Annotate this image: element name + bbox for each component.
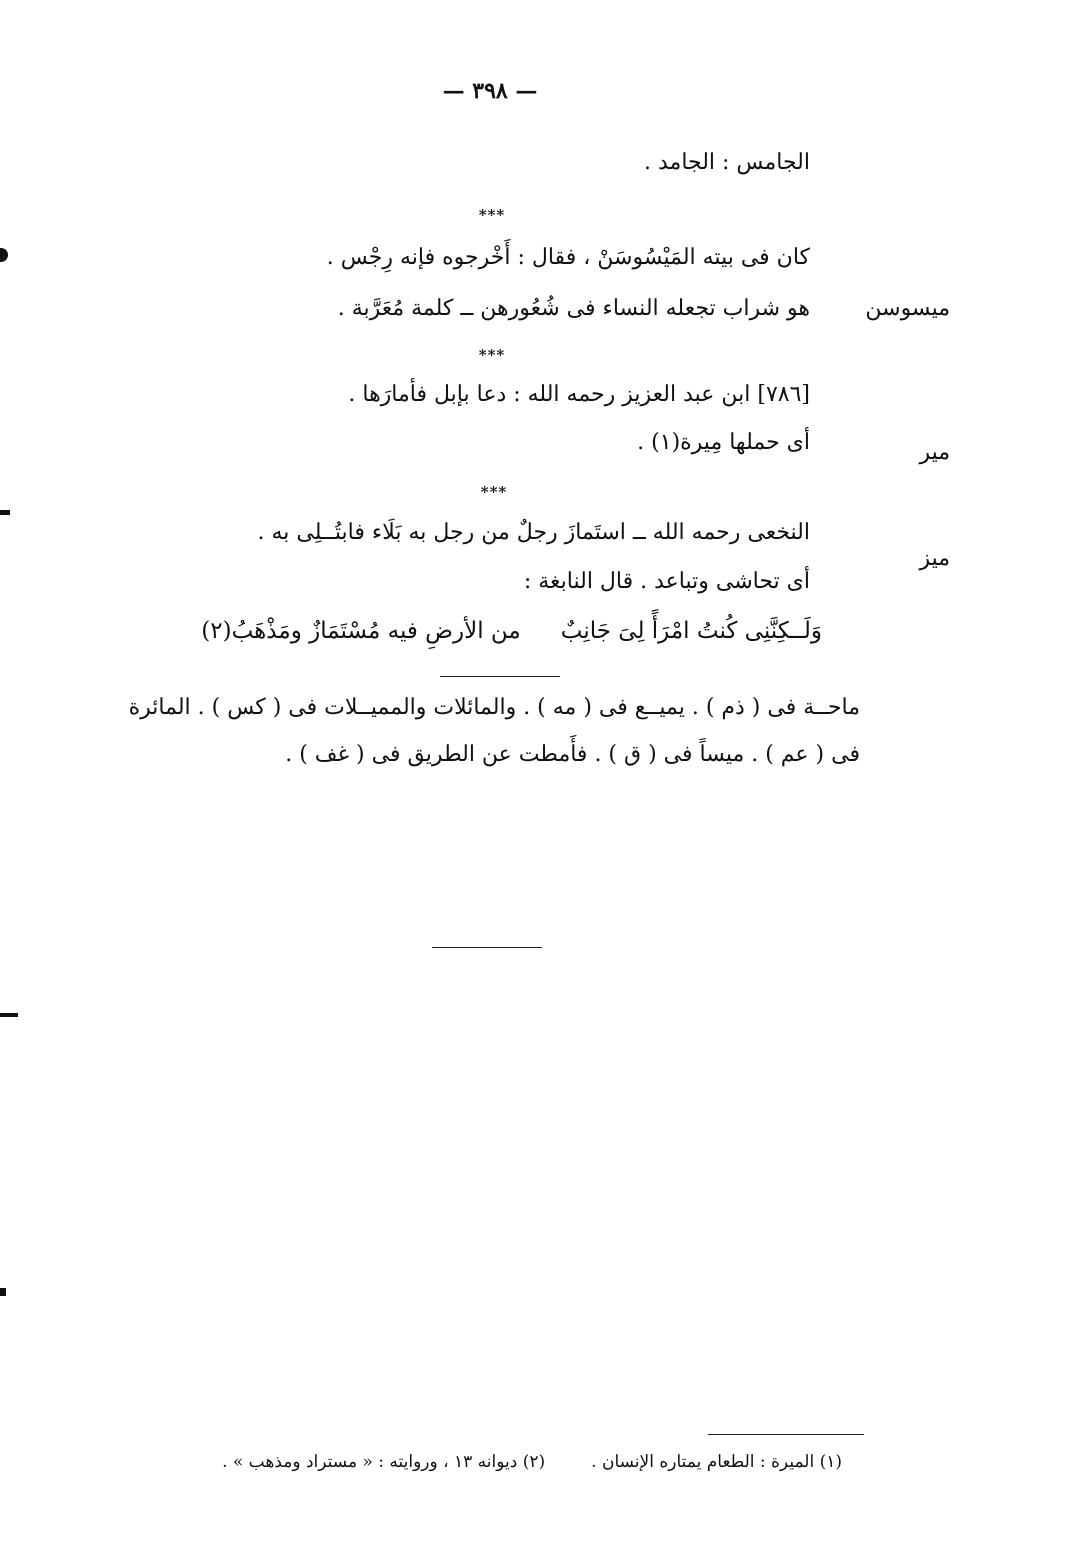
scan-edge-mark [0, 248, 8, 262]
top-line: الجامس : الجامد . [644, 150, 810, 175]
scan-edge-mark [0, 1288, 6, 1296]
root-heading: ميز [919, 546, 950, 571]
poetry-verse [201, 618, 822, 644]
entry-line: أى حملها مِيرة(١) . [637, 430, 810, 455]
separator-stars: *** [480, 483, 508, 501]
scan-edge-mark [0, 510, 10, 515]
footnote-2: (٢) ديوانه ١٣ ، وروايته : « مستراد ومذهب » . [222, 1452, 546, 1472]
section-divider [440, 676, 560, 677]
root-heading: ميسوسن [865, 296, 950, 321]
separator-stars: *** [478, 346, 506, 364]
page-number: — ٣٩٨ — [442, 78, 538, 104]
separator-stars: *** [478, 206, 506, 224]
entry-line: النخعى رحمه الله ــ استَمازَ رجلٌ من رجل به بَلَاء فابتُــلِى به . [257, 520, 810, 545]
entry-line: [٧٨٦] ابن عبد العزيز رحمه الله : دعا بإبل فأمارَها . [348, 382, 810, 407]
entry-line: أى تحاشى وتباعد . قال النابغة : [523, 569, 810, 594]
root-heading: مير [919, 440, 950, 465]
verse-first-hemistich: وَلَــكِنَّنِى كُنتُ امْرَأً لِىَ جَانِبٌ [560, 618, 822, 644]
scan-edge-mark [0, 1013, 18, 1017]
footnote-1: (١) الميرة : الطعام يمتاره الإنسان . [591, 1452, 842, 1472]
footnote-rule [708, 1434, 864, 1435]
entry-line: كان فى بيته المَيْسُوسَنْ ، فقال : أَخْرجوه فإنه رِجْس . [326, 245, 810, 270]
cross-reference-line: ماحــة فى ( ذم ) . يميــع فى ( مه ) . والمائلات والمميــلات فى ( كس ) . المائرة [128, 695, 860, 720]
end-divider [432, 947, 542, 948]
cross-reference-line: فى ( عم ) . ميساً فى ( ق ) . فأَمطت عن الطريق فى ( غف ) . [285, 742, 860, 767]
entry-line: هو شراب تجعله النساء فى شُعُورهن ــ كلمة مُعَرَّبة . [337, 296, 810, 321]
verse-second-hemistich: من الأرضِ فيه مُسْتَمَازٌ ومَذْهَبُ(٢) [201, 618, 521, 644]
footnotes [222, 1452, 842, 1472]
